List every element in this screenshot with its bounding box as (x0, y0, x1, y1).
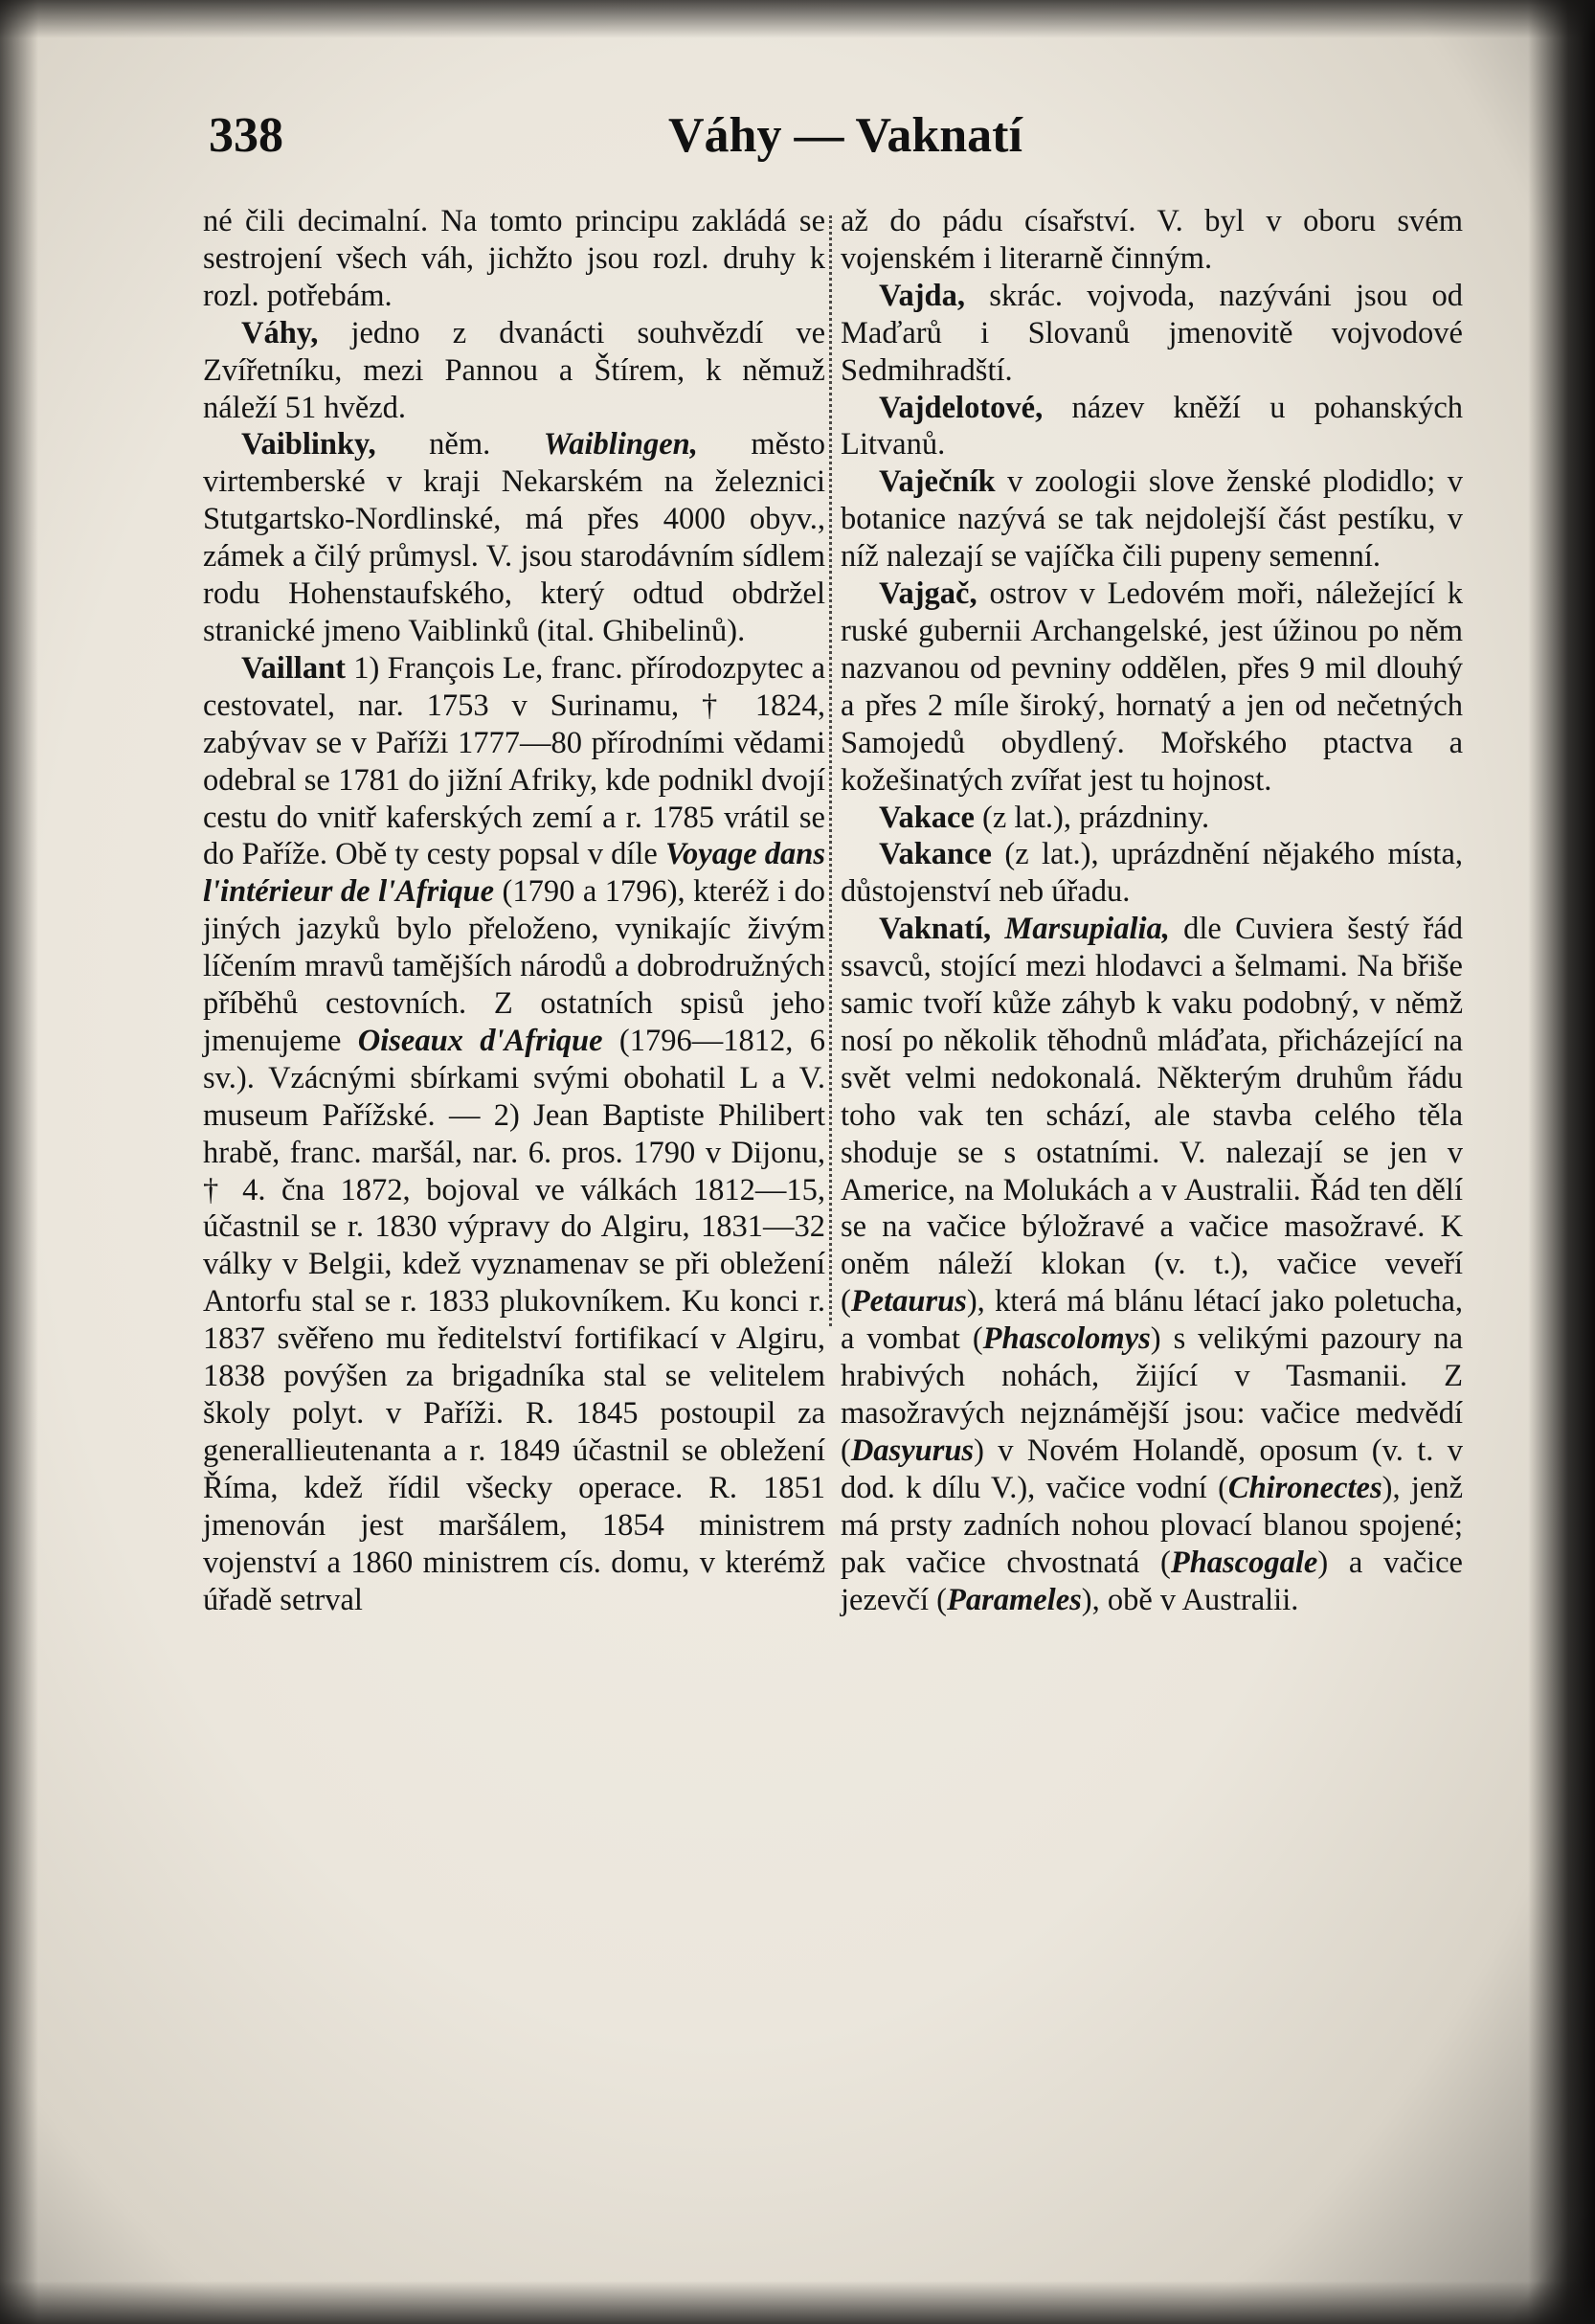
entry-vajecnik: Vaječník v zoologii slove ženské plodidlo; v botanice nazývá se tak nejdolejší část pestíku, v níž nalezají se vajíčka čili pupeny semenní. (841, 464, 1463, 575)
entry-term: Vakance (879, 837, 992, 872)
entry-vaknati: Vaknatí, Marsupialia, dle Cuviera šestý řád ssavců, stojící mezi hlodavci a šelmami. Na břiše samic tvoří kůže záhyb k vaku podobný, v němž nosí po několik těhodnů mláďata, přicházející na svět velmi nedokonalá. Některým druhům řádu toho vak ten schází, ale stavba celého těla shoduje se s ostatními. V. nalezají se jen v Americe, na Molukách a v Australii. Řád ten dělí se na vačice býložravé a vačice masožravé. K oněm náleží klokan (v. t.), vačice veveří (Petaurus), která má blánu létací jako poletucha, a vombat (Phascolomys) s velikými pazoury na hrabivých nohách, žijící v Tasmanii. Z masožravých nejznámější jsou: vačice medvědí (Dasyurus) v Novém Holandě, oposum (v. t. v dod. k dílu V.), vačice vodní (Chironectes), jenž má prsty zadních nohou plovací blanou spojené; pak vačice chvostnatá (Phascogale) a vačice jezevčí (Parameles), obě v Australii. (841, 912, 1463, 1617)
entry-vakace: Vakace (z lat.), prázdniny. (879, 800, 1210, 835)
page-shadow-top (0, 0, 1595, 38)
entry-term: Vajdelotové, (879, 390, 1044, 425)
entry-term: Vajda, (879, 278, 966, 313)
left-column (203, 203, 825, 1618)
page-shadow-bottom (0, 2281, 1595, 2324)
entry-term: Vaillant (241, 650, 346, 686)
entry-term: Vajgač, (879, 576, 977, 612)
entry-term: Vaječník (879, 464, 996, 500)
entry-term: Vakace (879, 800, 975, 835)
entry-term: Vaknatí, (879, 912, 992, 947)
entry-term: Váhy, (241, 315, 319, 350)
right-column (841, 203, 1463, 1618)
entry-vajdelotove: Vajdelotové, název kněží u pohanských Litvanů. (841, 390, 1463, 463)
entry-vakance: Vakance (z lat.), uprázdnění nějakého místa, důstojenství neb úřadu. (841, 837, 1463, 910)
entry-vajda: Vajda, skrác. vojvoda, nazýváni jsou od Maďarů i Slovanů jmenovitě vojvodové Sedmihradští. (841, 278, 1463, 388)
page-number: 338 (209, 108, 283, 163)
entry-term: Vaiblinky, (241, 427, 376, 463)
page-header (209, 107, 1453, 165)
column-divider (829, 215, 834, 1326)
entry-continuation: až do pádu císařství. V. byl v oboru svém vojenském i literarně činným. (841, 204, 1463, 276)
entry-vaillant: Vaillant 1) François Le, franc. přírodozpytec a cestovatel, nar. 1753 v Surinamu, † 1824, zabývav se v Paříži 1777—80 přírodními vědami odebral se 1781 do jižní Afriky, kde podnikl dvojí cestu do vnitř kaferských zemí a r. 1785 vrátil se do Paříže. Obě ty cesty popsal v díle Voyage dans l'intérieur de l'Afrique (1790 a 1796), kteréž i do jiných jazyků bylo přeloženo, vynikajíc živým líčením mravů tamějších národů a dobrodružných příběhů cestovních. Z ostatních spisů jeho jmenujeme Oiseaux d'Afrique (1796—1812, 6 sv.). Vzácnými sbírkami svými obohatil L a V. museum Pařížské. — 2) Jean Baptiste Philibert hrabě, franc. maršál, nar. 6. pros. 1790 v Dijonu, † 4. čna 1872, bojoval ve válkách 1812—15, účastnil se r. 1830 výpravy do Algiru, 1831—32 války v Belgii, kdež vyznamenav se při obležení Antorfu stal se r. 1833 plukovníkem. Ku konci r. 1837 svěřeno mu ředitelství fortifikací v Algiru, 1838 povýšen za brigadníka stal se velitelem školy polyt. v Paříži. R. 1845 postoupil za generallieutenanta a r. 1849 účastnil se obležení Říma, kdež řídil všecky operace. R. 1851 jmenován jest maršálem, 1854 ministrem vojenství a 1860 ministrem cís. domu, v kterémž úřadě setrval (203, 650, 826, 1617)
page-shadow-left (0, 0, 38, 2324)
entry-vahy: Váhy, jedno z dvanácti souhvězdí ve Zvířetníku, mezi Pannou a Štírem, k němuž náleží 51 hvězd. (203, 315, 825, 425)
entry-vajgac: Vajgač, ostrov v Ledovém moři, náležející k ruské gubernii Archangelské, jest úžinou po něm nazvanou od pevniny oddělen, přes 9 mil dlouhý a přes 2 míle široký, hornatý a jen od nečetných Samojedů obydlený. Mořského ptactva a kožešinatých zvířat jest tu hojnost. (841, 576, 1463, 798)
page-shadow-right (1528, 0, 1595, 2324)
entry-continuation: né čili decimalní. Na tomto principu zakládá se sestrojení všech váh, jichžto jsou rozl. druhy k rozl. potřebám. (203, 204, 825, 313)
entry-vaiblinky: Vaiblinky, něm. Waiblingen, město virtemberské v kraji Nekarském na železnici Stutgartsko-Nordlinské, má přes 4000 obyv., zámek a čilý průmysl. V. jsou starodávním sídlem rodu Hohenstaufského, který odtud obdržel stranické jmeno Vaiblinků (ital. Ghibelinů). (203, 427, 825, 648)
running-head: Váhy — Vaknatí (668, 108, 1022, 163)
